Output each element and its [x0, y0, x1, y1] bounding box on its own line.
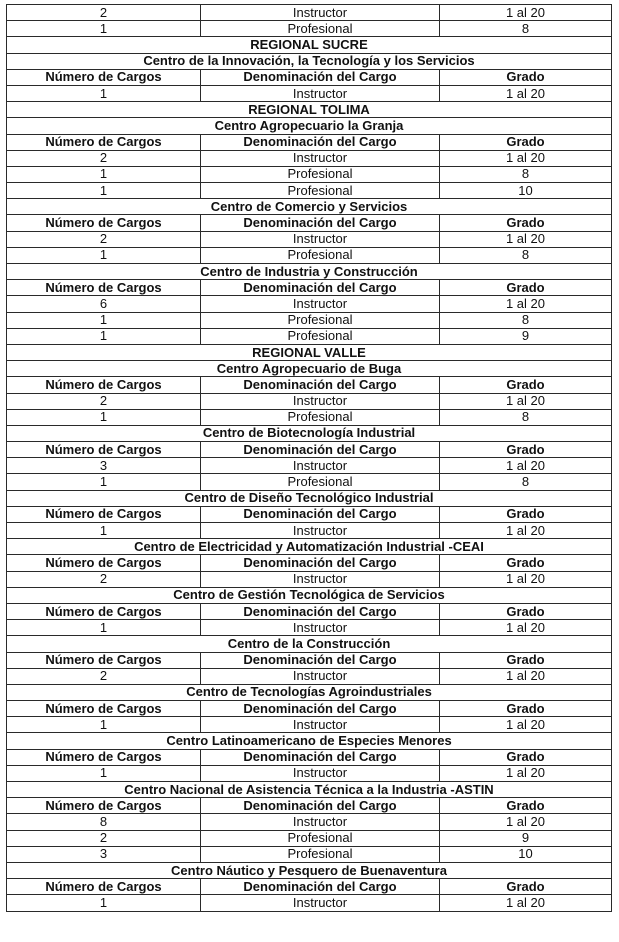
- column-header-row: [7, 69, 612, 85]
- cell-position: Instructor: [201, 231, 440, 247]
- header-name: Denominación del Cargo: [201, 506, 440, 522]
- cell-grade: 1 al 20: [440, 814, 612, 830]
- header-grade: Grado: [440, 377, 612, 393]
- header-name: Denominación del Cargo: [201, 879, 440, 895]
- center-name: Centro Nacional de Asistencia Técnica a la Industria -ASTIN: [7, 782, 612, 798]
- column-header-row: [7, 879, 612, 895]
- table-row: [7, 85, 612, 101]
- cell-position: Instructor: [201, 296, 440, 312]
- header-count: Número de Cargos: [7, 69, 201, 85]
- cell-grade: 1 al 20: [440, 296, 612, 312]
- cell-position: Profesional: [201, 247, 440, 263]
- cell-count: 1: [7, 717, 201, 733]
- cell-count: 1: [7, 183, 201, 199]
- center-name: Centro de Electricidad y Automatización Industrial -CEAI: [7, 539, 612, 555]
- cell-grade: 1 al 20: [440, 571, 612, 587]
- center-name: Centro de Diseño Tecnológico Industrial: [7, 490, 612, 506]
- table-row: [7, 717, 612, 733]
- center-name: Centro de Tecnologías Agroindustriales: [7, 684, 612, 700]
- cell-position: Instructor: [201, 85, 440, 101]
- header-name: Denominación del Cargo: [201, 749, 440, 765]
- table-body: [7, 5, 612, 912]
- cell-position: Profesional: [201, 312, 440, 328]
- cell-position: Profesional: [201, 183, 440, 199]
- cell-grade: 1 al 20: [440, 5, 612, 21]
- header-grade: Grado: [440, 879, 612, 895]
- header-name: Denominación del Cargo: [201, 798, 440, 814]
- positions-table: [6, 4, 612, 912]
- table-row: [7, 474, 612, 490]
- center-heading-row: [7, 490, 612, 506]
- cell-count: 3: [7, 458, 201, 474]
- table-row: [7, 620, 612, 636]
- cell-grade: 1 al 20: [440, 765, 612, 781]
- table-row: [7, 409, 612, 425]
- cell-grade: 8: [440, 247, 612, 263]
- center-heading-row: [7, 733, 612, 749]
- table-row: [7, 166, 612, 182]
- header-count: Número de Cargos: [7, 749, 201, 765]
- center-heading-row: [7, 425, 612, 441]
- header-grade: Grado: [440, 798, 612, 814]
- cell-position: Instructor: [201, 895, 440, 911]
- header-count: Número de Cargos: [7, 377, 201, 393]
- cell-grade: 8: [440, 409, 612, 425]
- column-header-row: [7, 798, 612, 814]
- cell-position: Profesional: [201, 830, 440, 846]
- cell-count: 1: [7, 523, 201, 539]
- table-row: [7, 21, 612, 37]
- cell-count: 1: [7, 620, 201, 636]
- cell-position: Instructor: [201, 458, 440, 474]
- cell-position: Instructor: [201, 620, 440, 636]
- cell-count: 2: [7, 668, 201, 684]
- column-header-row: [7, 652, 612, 668]
- cell-position: Instructor: [201, 717, 440, 733]
- column-header-row: [7, 555, 612, 571]
- cell-position: Instructor: [201, 668, 440, 684]
- column-header-row: [7, 280, 612, 296]
- center-heading-row: [7, 199, 612, 215]
- cell-position: Profesional: [201, 328, 440, 344]
- table-row: [7, 895, 612, 911]
- cell-grade: 1 al 20: [440, 393, 612, 409]
- table-row: [7, 247, 612, 263]
- table-row: [7, 846, 612, 862]
- cell-count: 6: [7, 296, 201, 312]
- table-row: [7, 393, 612, 409]
- column-header-row: [7, 749, 612, 765]
- cell-position: Profesional: [201, 474, 440, 490]
- cell-count: 8: [7, 814, 201, 830]
- center-name: Centro Agropecuario de Buga: [7, 361, 612, 377]
- table-row: [7, 231, 612, 247]
- column-header-row: [7, 701, 612, 717]
- table-row: [7, 523, 612, 539]
- table-row: [7, 296, 612, 312]
- header-grade: Grado: [440, 134, 612, 150]
- cell-position: Instructor: [201, 814, 440, 830]
- cell-count: 1: [7, 166, 201, 182]
- header-count: Número de Cargos: [7, 134, 201, 150]
- cell-grade: 1 al 20: [440, 668, 612, 684]
- header-count: Número de Cargos: [7, 798, 201, 814]
- center-name: Centro de Gestión Tecnológica de Servicios: [7, 587, 612, 603]
- table-row: [7, 312, 612, 328]
- table-row: [7, 150, 612, 166]
- table-row: [7, 830, 612, 846]
- header-grade: Grado: [440, 749, 612, 765]
- column-header-row: [7, 603, 612, 619]
- header-grade: Grado: [440, 442, 612, 458]
- header-name: Denominación del Cargo: [201, 652, 440, 668]
- cell-position: Instructor: [201, 150, 440, 166]
- regional-name: REGIONAL SUCRE: [7, 37, 612, 53]
- header-count: Número de Cargos: [7, 280, 201, 296]
- cell-grade: 8: [440, 312, 612, 328]
- cell-position: Profesional: [201, 166, 440, 182]
- cell-count: 2: [7, 5, 201, 21]
- center-name: Centro de la Construcción: [7, 636, 612, 652]
- regional-name: REGIONAL VALLE: [7, 344, 612, 360]
- cell-grade: 1 al 20: [440, 150, 612, 166]
- header-grade: Grado: [440, 652, 612, 668]
- header-name: Denominación del Cargo: [201, 134, 440, 150]
- cell-position: Instructor: [201, 393, 440, 409]
- cell-position: Instructor: [201, 765, 440, 781]
- header-grade: Grado: [440, 69, 612, 85]
- center-name: Centro Náutico y Pesquero de Buenaventura: [7, 862, 612, 878]
- center-name: Centro de Industria y Construcción: [7, 264, 612, 280]
- center-heading-row: [7, 684, 612, 700]
- header-name: Denominación del Cargo: [201, 555, 440, 571]
- header-grade: Grado: [440, 603, 612, 619]
- header-name: Denominación del Cargo: [201, 215, 440, 231]
- cell-count: 2: [7, 571, 201, 587]
- center-heading-row: [7, 862, 612, 878]
- table-row: [7, 765, 612, 781]
- cell-grade: 9: [440, 830, 612, 846]
- column-header-row: [7, 442, 612, 458]
- header-name: Denominación del Cargo: [201, 701, 440, 717]
- table-row: [7, 183, 612, 199]
- regional-heading-row: [7, 344, 612, 360]
- regional-heading-row: [7, 102, 612, 118]
- cell-grade: 8: [440, 474, 612, 490]
- cell-count: 1: [7, 895, 201, 911]
- cell-count: 1: [7, 247, 201, 263]
- column-header-row: [7, 377, 612, 393]
- regional-name: REGIONAL TOLIMA: [7, 102, 612, 118]
- header-name: Denominación del Cargo: [201, 280, 440, 296]
- header-count: Número de Cargos: [7, 442, 201, 458]
- cell-count: 3: [7, 846, 201, 862]
- table-row: [7, 328, 612, 344]
- cell-grade: 1 al 20: [440, 620, 612, 636]
- cell-count: 1: [7, 328, 201, 344]
- center-heading-row: [7, 636, 612, 652]
- header-count: Número de Cargos: [7, 506, 201, 522]
- table-row: [7, 814, 612, 830]
- center-name: Centro Latinoamericano de Especies Menores: [7, 733, 612, 749]
- cell-position: Profesional: [201, 21, 440, 37]
- center-name: Centro de Comercio y Servicios: [7, 199, 612, 215]
- header-count: Número de Cargos: [7, 701, 201, 717]
- table-row: [7, 571, 612, 587]
- table-row: [7, 5, 612, 21]
- center-name: Centro de la Innovación, la Tecnología y los Servicios: [7, 53, 612, 69]
- header-grade: Grado: [440, 280, 612, 296]
- cell-grade: 1 al 20: [440, 458, 612, 474]
- cell-grade: 1 al 20: [440, 85, 612, 101]
- cell-grade: 8: [440, 21, 612, 37]
- center-heading-row: [7, 587, 612, 603]
- header-grade: Grado: [440, 506, 612, 522]
- cell-position: Instructor: [201, 571, 440, 587]
- center-heading-row: [7, 118, 612, 134]
- cell-position: Instructor: [201, 523, 440, 539]
- cell-position: Instructor: [201, 5, 440, 21]
- cell-count: 1: [7, 85, 201, 101]
- cell-position: Profesional: [201, 846, 440, 862]
- center-name: Centro de Biotecnología Industrial: [7, 425, 612, 441]
- cell-grade: 1 al 20: [440, 523, 612, 539]
- table-row: [7, 668, 612, 684]
- column-header-row: [7, 506, 612, 522]
- header-grade: Grado: [440, 701, 612, 717]
- cell-grade: 10: [440, 183, 612, 199]
- header-name: Denominación del Cargo: [201, 377, 440, 393]
- header-count: Número de Cargos: [7, 555, 201, 571]
- cell-grade: 1 al 20: [440, 717, 612, 733]
- center-heading-row: [7, 264, 612, 280]
- header-grade: Grado: [440, 215, 612, 231]
- header-name: Denominación del Cargo: [201, 69, 440, 85]
- cell-grade: 1 al 20: [440, 231, 612, 247]
- header-count: Número de Cargos: [7, 652, 201, 668]
- cell-count: 1: [7, 474, 201, 490]
- center-heading-row: [7, 782, 612, 798]
- column-header-row: [7, 215, 612, 231]
- cell-count: 2: [7, 393, 201, 409]
- cell-count: 2: [7, 150, 201, 166]
- cell-position: Profesional: [201, 409, 440, 425]
- cell-grade: 1 al 20: [440, 895, 612, 911]
- table-row: [7, 458, 612, 474]
- cell-count: 1: [7, 409, 201, 425]
- cell-count: 1: [7, 765, 201, 781]
- cell-count: 2: [7, 830, 201, 846]
- center-heading-row: [7, 539, 612, 555]
- cell-count: 1: [7, 21, 201, 37]
- header-count: Número de Cargos: [7, 603, 201, 619]
- center-name: Centro Agropecuario la Granja: [7, 118, 612, 134]
- cell-grade: 8: [440, 166, 612, 182]
- center-heading-row: [7, 53, 612, 69]
- column-header-row: [7, 134, 612, 150]
- cell-count: 1: [7, 312, 201, 328]
- header-count: Número de Cargos: [7, 215, 201, 231]
- center-heading-row: [7, 361, 612, 377]
- header-count: Número de Cargos: [7, 879, 201, 895]
- header-name: Denominación del Cargo: [201, 603, 440, 619]
- cell-count: 2: [7, 231, 201, 247]
- cell-grade: 10: [440, 846, 612, 862]
- header-name: Denominación del Cargo: [201, 442, 440, 458]
- header-grade: Grado: [440, 555, 612, 571]
- cell-grade: 9: [440, 328, 612, 344]
- regional-heading-row: [7, 37, 612, 53]
